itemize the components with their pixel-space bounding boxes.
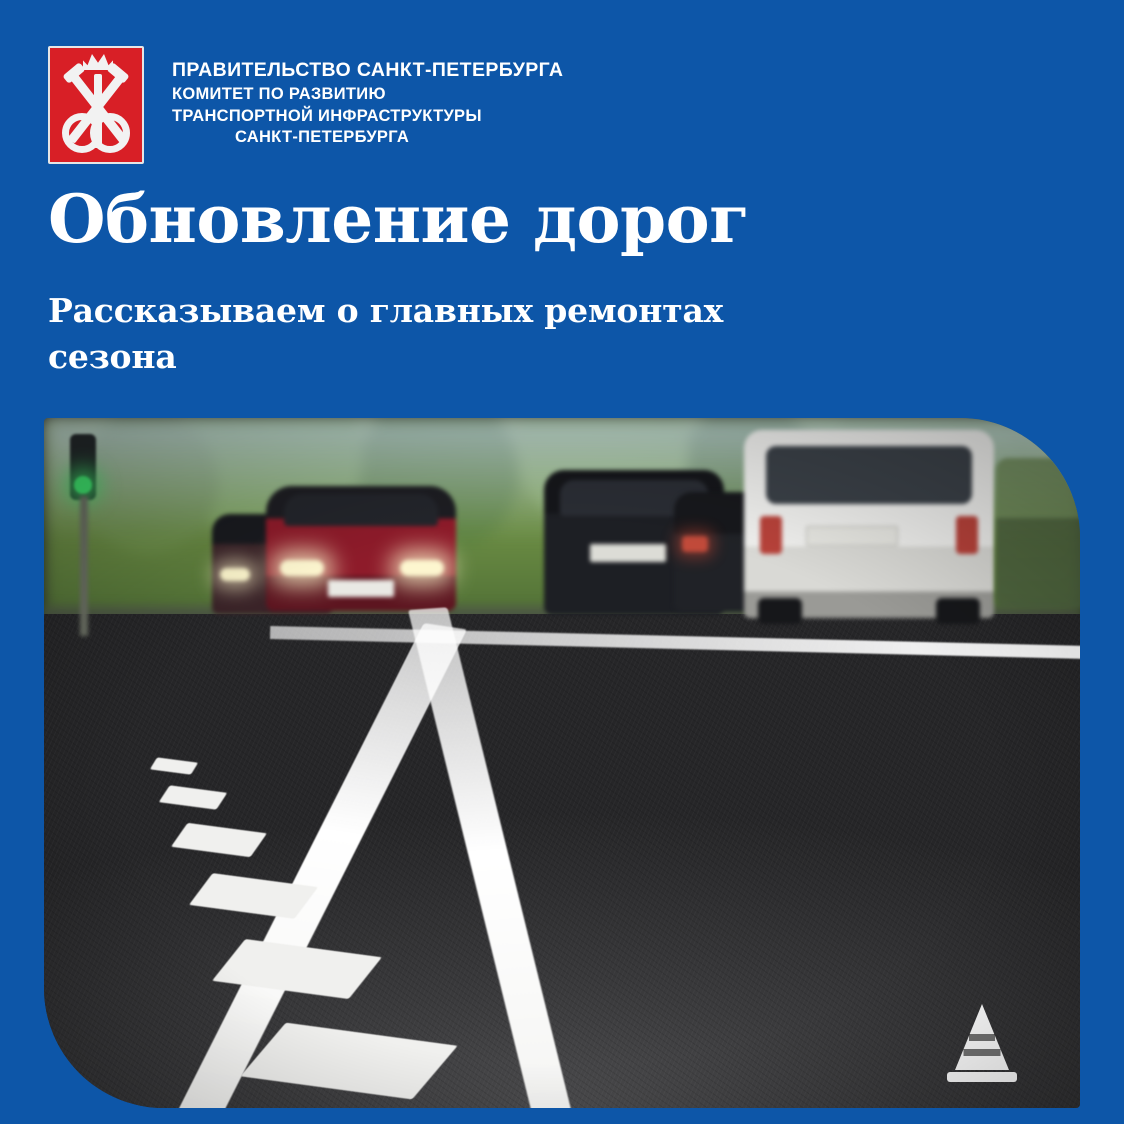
windshield — [284, 494, 438, 526]
headlight-right — [400, 560, 444, 576]
page-subtitle: Рассказываем о главных ремонтах сезона — [48, 291, 724, 376]
traffic-cone-icon — [946, 1004, 1018, 1082]
hero-photo — [44, 418, 1080, 1108]
tail-light-right — [956, 516, 978, 554]
headlight-left — [280, 560, 324, 576]
anchor-ring-right — [90, 113, 130, 153]
red-car — [266, 486, 456, 611]
cone-stripe-lower — [964, 1049, 1001, 1056]
license-plate — [328, 580, 394, 597]
license-plate — [806, 526, 898, 546]
org-line-committee: КОМИТЕТ ПО РАЗВИТИЮ — [172, 85, 386, 104]
org-line-city: САНКТ-ПЕТЕРБУРГА — [234, 128, 410, 147]
headlight — [220, 568, 250, 581]
cone-stripe-upper — [969, 1034, 995, 1041]
page-title: Обновление дорог — [48, 180, 750, 258]
white-van — [744, 430, 994, 618]
rear-window — [766, 446, 972, 504]
wheel-left — [758, 598, 802, 624]
header — [48, 46, 563, 164]
org-line-infrastructure: ТРАНСПОРТНОЙ ИНФРАСТРУКТУРЫ — [172, 106, 482, 125]
distant-vehicle — [996, 458, 1080, 608]
light-pole — [80, 496, 88, 636]
asphalt-surface — [44, 614, 1080, 1108]
organization-name — [172, 46, 563, 149]
traffic-light-green-lamp — [74, 476, 92, 494]
traffic-light-icon — [70, 434, 96, 500]
cone-base — [947, 1072, 1017, 1082]
tail-light — [682, 536, 708, 552]
spb-coat-of-arms-icon — [48, 46, 144, 164]
license-plate — [590, 544, 666, 562]
org-line-government: ПРАВИТЕЛЬСТВО САНКТ-ПЕТЕРБУРГА — [172, 59, 564, 81]
wheel-right — [936, 598, 980, 624]
tail-light-left — [760, 516, 782, 554]
